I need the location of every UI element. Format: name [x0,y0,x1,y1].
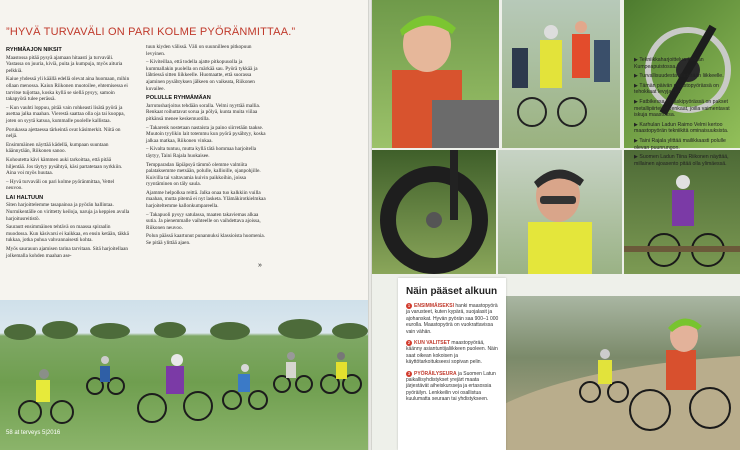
step-text: hanki maastopyörä ja varusteet, kuten kypärä, suojalasit ja ajohanskat. Hyvän pyörän saa 900–1 000 eurolla. Maastopyörä on vuokrattavissa vain vähän. [406,303,499,335]
body-paragraph: Tempparadan läpiäpsyä tämmö olemme valmiita palataksemme metsään, polulle, kallioille, ojanpohjille. Kuivilla tai valtavamia kuivin paikkoihin, joissa ryyntäminen on täly saula. [146,161,261,188]
body-paragraph: Kaiue yhdessä yli käällä edellä olevat aina huomaan, mihin ollaan menossa. Kaiun Riikonen muotoilee, ehtemisessa ei tarvitse tuijottaa, koska kyllä se siellä pysyy, samoin takapyörä tulee perässä. [6,76,130,103]
body-paragraph: Myös saurauun ajamisen tarina tarvitaan. Sitä harjoitellaan jolkemalla kohden maahan ase- [6,246,129,259]
photo-caption: ▶ Fatbikessa eli läskipyörässä on pakset metallipiirteiset renkaat, joilla vaimentavat iskuja maastossa. [634,98,730,119]
photo-caption: ▶ Karhulan Ladun Raimo Velmi kertoo maastopyörän tekniikitä ominaisuuksista. [634,121,729,135]
infobox-item [406,303,500,335]
uphill-riders-photo [500,296,740,450]
step-keyword: ENSIMMÄISEKSI [414,303,455,309]
body-paragraph: Maastossa pitää pysyä ajamaan hitaasti ja turvaväli. Vastassa on juuria, kiviä, puita ja kumpuja, myös aituria pelkkiä. [6,54,123,74]
section-heading: LAI HALTUUN [6,194,44,201]
step-keyword: KUN VALITSET [414,340,451,347]
continue-arrow: » [258,262,262,269]
step-text: ja Suomen Latun paikallisyhdistykset yrejärt maata järjestävät aiheiskursseja ja ertasossia pyöräilyn. Lenkkeilin voi osallistua kuulumatta seuraan tai yhdistykseen. [406,370,496,403]
right-page [372,0,740,450]
photo-caption: ▶ Turvallisuudesta lähdetään liikkeelle. [634,73,724,80]
headline: ”HYVÄ TURVAVÄLI ON PARI KOLME PYÖRÄNMITTAA.” [6,26,296,38]
step-keyword: PYÖRÄILYSEURA [414,370,457,377]
body-paragraph: tuun kiyden välissä. Väli on suunnilleen pitkopuun levyinen. [146,44,252,57]
body-paragraph: Jarrutusharjoitus tehdään soralla. Velmi nyyttää mallia. Renkaat roihuttavat sorua ja pölyä, kunta muita viilaa pitkänsä menee keskemuotilla. [146,102,261,122]
man-explaining-photo [498,150,622,274]
body-paragraph: – Kun vauhti loppuu, pitää vain rohkeasti lisätä pyörä ja asettaa jalka maahan. Vierestä saattaa olla oja tai kuoppa, joten on syytä katsoa, kummalle puolelle kallistaa. [6,104,125,124]
body-paragraph: Ajamme helpolksa reittä. Jalka onaa tuo kalkkiin vuilla maahan, mutta pitemä ei nyt lasketa. Ylämäkirotkielmkaa harjoiteltemme kallonkumpareella. [146,189,266,210]
infobox-item [406,340,500,366]
body-paragraph: Saurautt ensimmäinen tehtävä on maassa spiraalin muodossa. Kun käsivarsi ei kaikkaa, en ensin ketään, täkkä tukkaa, jotka puhua vahvannaisesti kohta. [6,224,129,244]
left-page [0,0,368,450]
step-text: maastopyörää, käänny asiantuntijaliikkeen puoleen. Näin saat oikean kokoisen ja käyttötarkoitukseesi sopivan pelin. [406,340,498,366]
body-paragraph: Kohoutetta kävi kämmen auki tarkoittaa, että pitää hiljentää. Jos täytyy pysähtyä, käsi partatetaan nyrkkiin. Aina voi myös huutaa. [6,156,123,177]
body-paragraph: Ensimmäinen näyttää kädellä, kumpaan suuntaan käännytään, Riikonen sanoo. [6,141,109,155]
body-paragraph: – Kiviteillaa, että todella ajatte pitkopuuolla ja kummallakin puolella on märkää sau. Pyörä tykkää ja lähtiessä sitten liikkeelle. Huomaatte, että suorassa ajaminen pysähtyksen jälkeen on vaikeata, Riikonen kuvailee. [146,59,258,92]
photo-captions [634,57,734,170]
rider-closeup-photo [372,0,499,148]
infobox-title: Näin pääset alkuun [406,286,498,297]
cyclists-meadow-photo [0,300,368,450]
group-riders-photo [502,0,620,148]
section-heading: RYHMÄAJON NIKSIT [6,47,62,53]
step-number-badge: 3 [407,370,411,376]
body-paragraph: Porukassa ajettaessa tärkeintä ovat käsimerkit. Niitä on neljä. [6,126,121,140]
fatbike-tire-photo [372,150,496,274]
section-heading: POLULLE RYHMÄMÄAN [146,95,211,102]
body-paragraph: – Kivalta tuntuu, mutta kyllä tätä hommaa harjoitella täytyy, Taini Rajala huokaisee. [146,146,257,159]
photo-caption: ▶ Tämän päivän maastopyörässä on tehokkaat levyjarrut. [634,82,719,96]
text-column-2 [146,44,270,249]
photo-caption: ▶ Tekniikkaharjoitteluа Kotkan Kumpeapuistossa. [634,57,704,70]
text-column-1 [6,44,130,261]
body-paragraph: – Hyvä turvaväli on pari kolme pyöränmittaa, Vettel neuvoo. [6,178,115,192]
body-paragraph: Siten harjoittelemme tasapainoa ja pyörän hallintaa. Nurmikentälle on virittetty keiloja, naruja ja keppien avulla harjoitusreitistö. [6,202,130,222]
body-paragraph: – Takarenk nostetaan nastaista ja paino siirretään taakse. Muutoin tyylikin lait totemmu kun pyörä pysähtyy, koska jalkaa matkaa, Riikonen vinkaa. [146,124,266,144]
step-number-badge: 1 [407,303,411,308]
page-folio: 58 at terveys 5|2016 [6,430,61,436]
getting-started-box [398,278,506,450]
body-paragraph: – Takapuoli pysyy satulassa, maaten takaviemas alkaa sutia. Ja pienemmalle vaihteelle on vaihdettava ajoissa, Riikonen neuvoo. [146,211,261,231]
photo-caption: ▶ Taini Rajala ylittää mailikkaasti polulle olevan puunrungon. [634,137,726,151]
step-number-badge: 2 [407,340,411,346]
infobox-item [406,371,500,403]
photo-caption: ▶ Suomen Ladun Tiina Riikonen näyttää, millainen ajoasento pitää olla ylimäessä. [634,154,729,167]
body-paragraph: Polun päässä kaartunut punannuksi klassioista huomenia. Se pitää ylittää ajaen. [146,233,266,247]
